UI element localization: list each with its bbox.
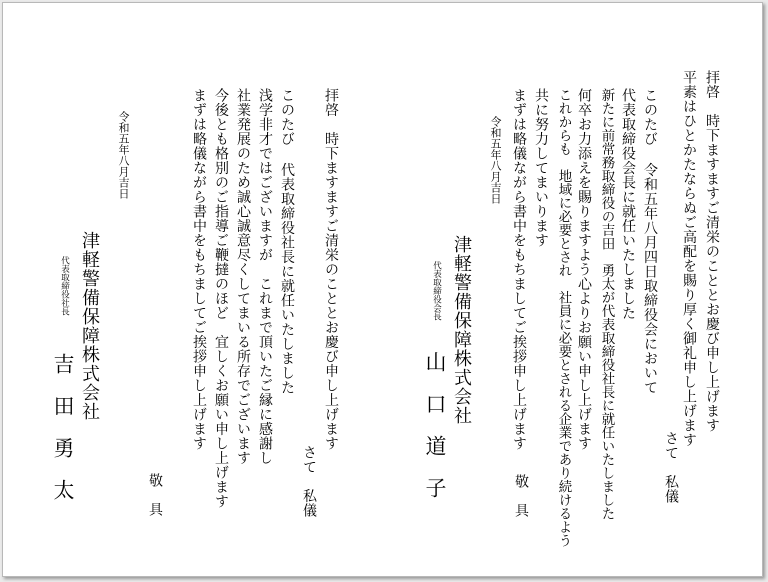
left-date: 令和五年八月吉日 [117, 111, 130, 199]
left-closing: 敬 具 [147, 473, 163, 517]
right-title: 代表取締役会長 [431, 261, 442, 321]
left-company: 津軽警備保障株式会社 [79, 231, 100, 421]
right-line-10: まずは略儀ながら書中をもちましてご挨拶申し上げます [511, 88, 527, 451]
left-line-6: 今後とも格別のご指導ご鞭撻のほど 宜しくお願い申し上げます [213, 88, 229, 509]
left-line-2: さて 私儀 [301, 445, 317, 518]
right-name: 山 口 道 子 [423, 351, 447, 498]
right-company: 津軽警備保障株式会社 [451, 235, 472, 425]
right-line-3: さて 私儀 [663, 431, 679, 504]
right-date: 令和五年八月吉日 [489, 116, 502, 204]
left-line-1: 拝啓 時下ますますご清栄のこととお慶び申し上げます [323, 88, 339, 451]
left-line-7: まずは略儀ながら書中をもちましてご挨拶申し上げます [191, 88, 207, 451]
right-line-2: 平素はひとかたならぬご高配を賜り厚く御礼申し上げます [681, 70, 697, 447]
letter-page [2, 2, 763, 577]
left-name: 吉 田 勇 太 [51, 353, 75, 500]
right-line-4: このたび 令和五年八月四日取締役会において [642, 88, 658, 395]
left-line-3: このたび 代表取締役社長に就任いたしました [279, 88, 295, 395]
left-line-4: 浅学非才ではございますが これまで頂いたご縁に感謝し [257, 88, 273, 465]
right-line-9: 共に努力してまいります [533, 88, 549, 248]
left-title: 代表取締役社長 [59, 256, 70, 316]
left-line-5: 社業発展のため誠心誠意尽くしてまいる所存でございます [235, 88, 251, 465]
right-line-7: 何卒お力添えを賜りますよう心よりお願い申し上げます [576, 88, 592, 451]
right-line-5: 代表取締役会長に就任いたしました [620, 88, 636, 320]
right-line-8: これからも 地域に必要とされ 社員に必要とされる企業であり続けるよう [555, 88, 572, 547]
right-line-1: 拝啓 時下ますますご清栄のこととお慶び申し上げます [704, 70, 720, 433]
right-closing: 敬 具 [513, 474, 529, 518]
right-line-6: 新たに前常務取締役の吉田 勇太が代表取締役社長に就任いたしました [598, 88, 615, 520]
